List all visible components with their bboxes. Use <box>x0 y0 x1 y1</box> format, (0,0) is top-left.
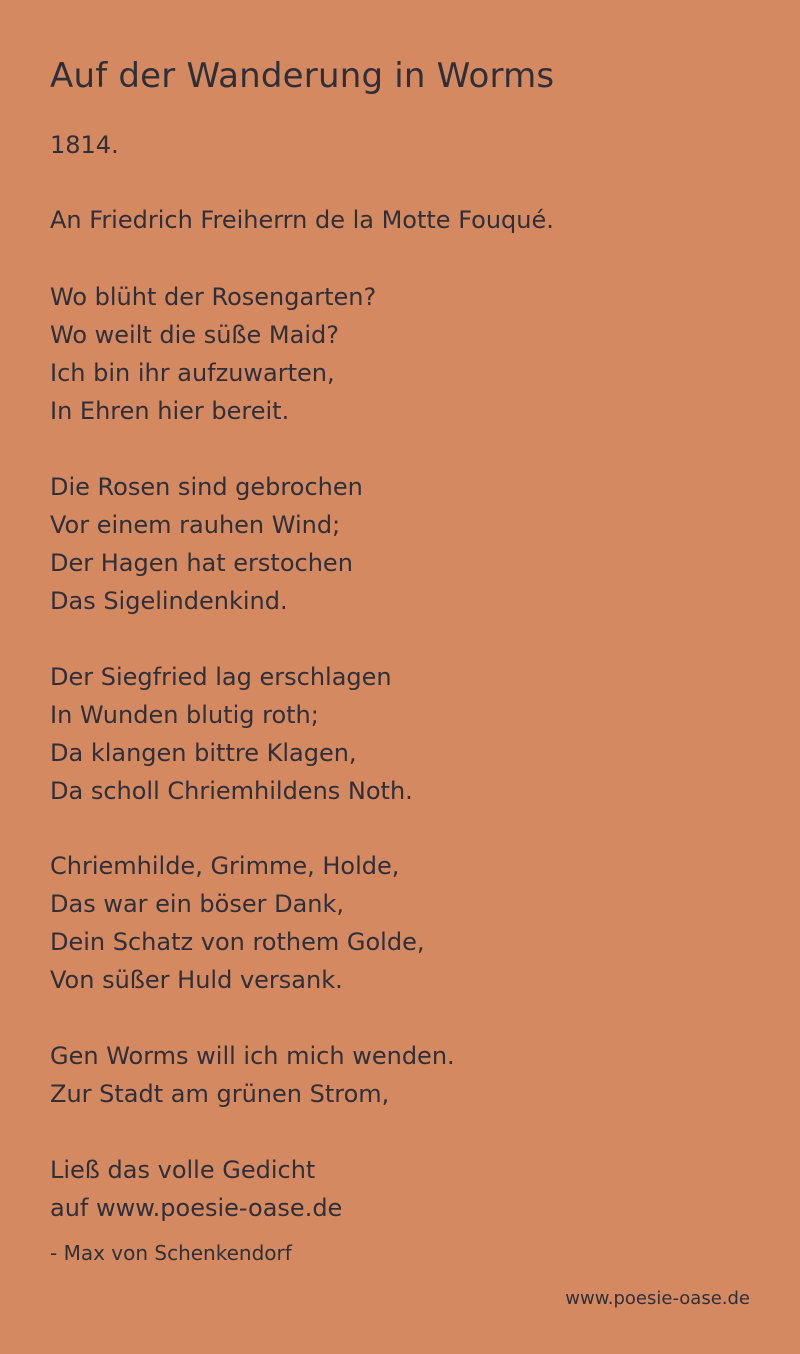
stanza-1 <box>50 278 376 430</box>
verse-line: Zur Stadt am grünen Strom, <box>50 1080 390 1108</box>
poem-title: Auf der Wanderung in Worms <box>50 56 555 96</box>
verse-line: Ich bin ihr aufzuwarten, <box>50 359 335 387</box>
verse-line: Vor einem rauhen Wind; <box>50 511 341 539</box>
verse-line: Chriemhilde, Grimme, Holde, <box>50 852 400 880</box>
poem-year: 1814. <box>50 131 119 159</box>
verse-line: Dein Schatz von rothem Golde, <box>50 928 425 956</box>
verse-line: Die Rosen sind gebrochen <box>50 473 363 501</box>
verse-line: Gen Worms will ich mich wenden. <box>50 1042 455 1070</box>
verse-line: In Ehren hier bereit. <box>50 397 290 425</box>
stanza-5 <box>50 1037 455 1113</box>
verse-line: Da scholl Chriemhildens Noth. <box>50 777 413 805</box>
verse-line: Wo weilt die süße Maid? <box>50 321 339 349</box>
verse-line: Von süßer Huld versank. <box>50 966 343 994</box>
stanza-2 <box>50 468 363 620</box>
verse-line: In Wunden blutig roth; <box>50 701 319 729</box>
stanza-3 <box>50 658 413 810</box>
read-more-link[interactable]: auf www.poesie-oase.de <box>50 1194 343 1222</box>
site-watermark[interactable]: www.poesie-oase.de <box>565 1288 750 1309</box>
read-more-note <box>50 1151 342 1227</box>
read-more-line: Ließ das volle Gedicht <box>50 1156 316 1184</box>
poem-page <box>50 0 750 1354</box>
verse-line: Der Hagen hat erstochen <box>50 549 353 577</box>
stanza-4 <box>50 847 424 999</box>
verse-line: Das Sigelindenkind. <box>50 587 288 615</box>
verse-line: Da klangen bittre Klagen, <box>50 739 357 767</box>
poem-author: - Max von Schenkendorf <box>50 1241 292 1265</box>
poem-dedication: An Friedrich Freiherrn de la Motte Fouqué. <box>50 206 554 234</box>
verse-line: Wo blüht der Rosengarten? <box>50 283 377 311</box>
verse-line: Der Siegfried lag erschlagen <box>50 663 392 691</box>
verse-line: Das war ein böser Dank, <box>50 890 345 918</box>
